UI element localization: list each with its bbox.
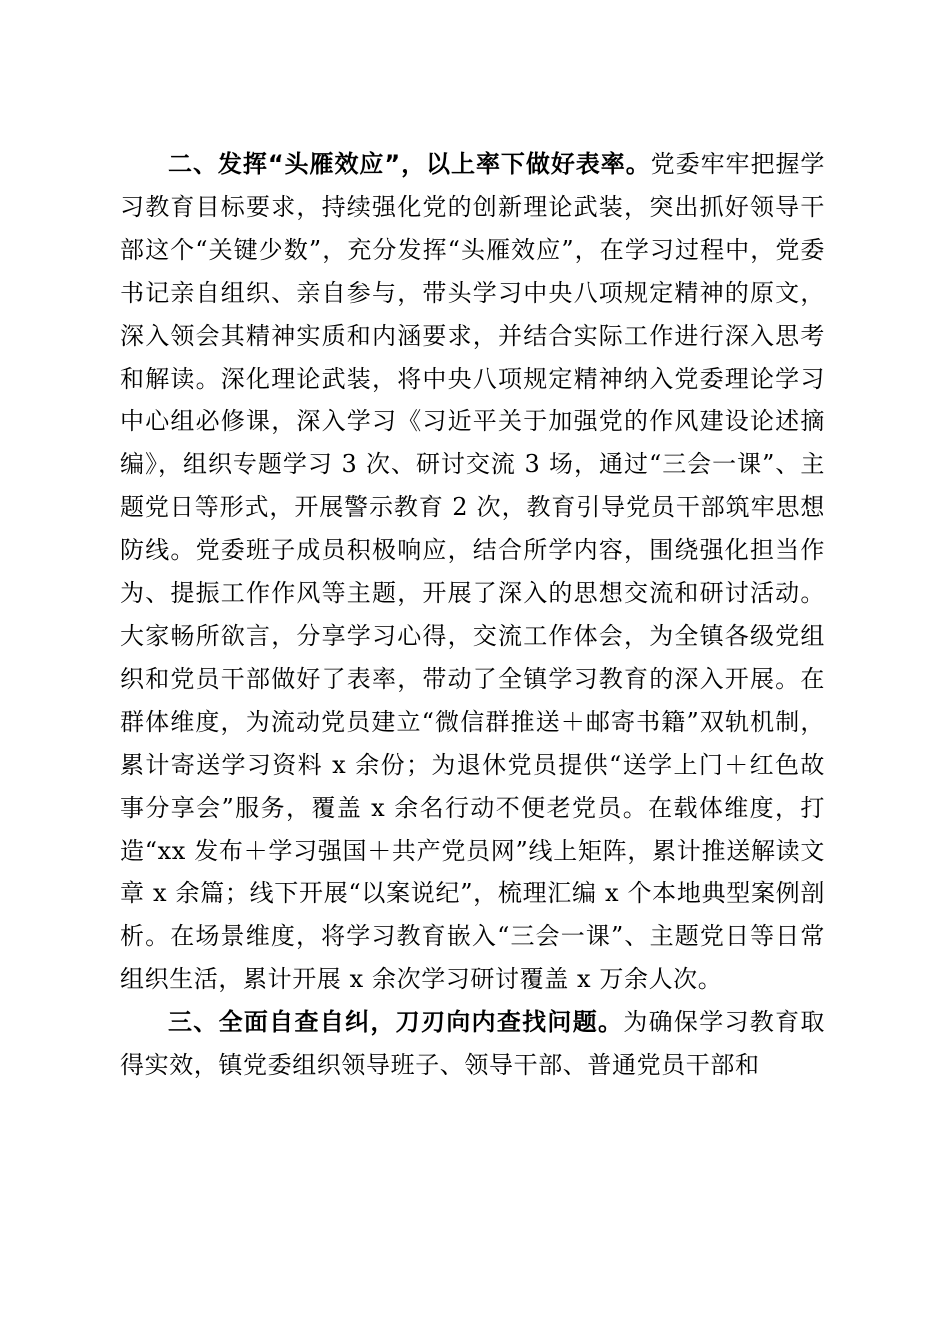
- section-3-heading: 三、全面自查自纠，刀刃向内查找问题。: [168, 1008, 624, 1037]
- section-2-body: 党委牢牢把握学习教育目标要求，持续强化党的创新理论武装，突出抓好领导干部这个“关键少数”，充分发挥“头雁效应”，在学习过程中，党委书记亲自组织、亲自参与，带头学习中央八项规定精神的原文，深入领会其精神实质和内涵要求，并结合实际工作进行深入思考和解读。深化理论武装，将中央八项规定精神纳入党委理论学习中心组必修课，深入学习《习近平关于加强党的作风建设论述摘编》，组织专题学习 3 次、研讨交流 3 场，通过“三会一课”、主题党日等形式，开展警示教育 2 次，教育引导党员干部筑牢思想防线。党委班子成员积极响应，结合所学内容，围绕强化担当作为、提振工作作风等主题，开展了深入的思想交流和研讨活动。大家畅所欲言，分享学习心得，交流工作体会，为全镇各级党组织和党员干部做好了表率，带动了全镇学习教育的深入开展。在群体维度，为流动党员建立“微信群推送＋邮寄书籍”双轨机制，累计寄送学习资料 x 余份；为退休党员提供“送学上门＋红色故事分享会”服务，覆盖 x 余名行动不便老党员。在载体维度，打造“xx 发布＋学习强国＋共产党员网”线上矩阵，累计推送解读文章 x 余篇；线下开展“以案说纪”，梳理汇编 x 个本地典型案例剖析。在场景维度，将学习教育嵌入“三会一课”、主题党日等日常组织生活，累计开展 x 余次学习研讨覆盖 x 万余人次。: [120, 150, 826, 994]
- section-3-body: 为确保学习教育取得实效，镇党委组织领导班子、领导干部、普通党员干部和: [120, 1008, 825, 1080]
- document-body: [120, 143, 825, 1087]
- paragraph-section-2: [120, 143, 825, 1001]
- section-2-heading: 二、发挥“头雁效应”，以上率下做好表率。: [168, 150, 651, 178]
- paragraph-section-3: [120, 1001, 825, 1087]
